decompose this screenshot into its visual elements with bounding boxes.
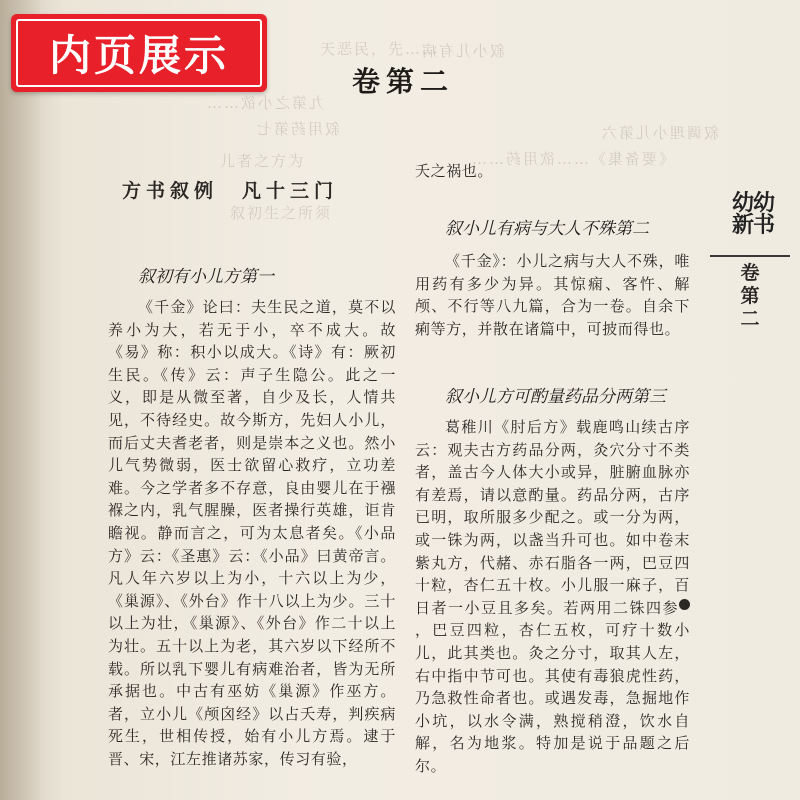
paragraph-3-part-b: ，巴豆四粒，杏仁五枚，可疗十数小儿，此其类也。灸之分寸，取其人左，右中指中节可也。其使有毒狼虎性药，乃急救性命者也。或遇发毒，急掘地作小坑，以水令满，熟搅稍澄，饮水自解，名为地浆。特加是说于品题之后尔。: [415, 621, 690, 775]
paragraph-1: 《千金》论曰：夫生民之道，莫不以养小为大，若无于小，卒不成大。故《易》称：积小以成大。《诗》有：厥初生民。《传》云：声子生隐公。此之一义，即是从微至著，自少及长，人情共见，不待经史。故今斯方，先妇人小儿，而后丈夫耆老者，则是崇本之义也。然小儿气势微弱，医士欲留心救疗，立功差难。今之学者多不存意，良由婴儿在于襁褓之内，乳气腥臊，医者操行英雄，讵肯瞻视。静而言之，可为太息者矣。《小品方》云：《圣惠》云：《小品》曰黄帝言。凡人年六岁以上为小，十六以上为少，《巢源》、《外台》作十八以上为少。三十以上为壮，《巢源》、《外台》作二十以上为壮。五十以上为老，其六岁以下经所不载。所以乳下婴儿有病难治者，皆为无所承据也。中古有巫妨《巢源》作巫方。者，立小儿《颅囟经》以占夭寿，判疾病死生，世相传授，始有小儿方焉。逮于晋、宋，江左推诸苏家，传习有验，: [108, 298, 396, 768]
bleed-line-3: 叙用药第七: [255, 120, 341, 138]
subhead-2: 叙小儿有病与大人不殊第二: [445, 219, 649, 239]
volume-title: 卷第二: [351, 65, 454, 98]
book-gutter: [0, 0, 40, 800]
bleed-line-7: 《要备集》……欲用药……: [470, 150, 675, 168]
promo-banner-label: 内页展示: [16, 19, 262, 87]
section-title: 方书叙例 凡十三门: [122, 180, 339, 202]
bleed-line-8: 九第之小欲……: [205, 94, 325, 112]
book-logo-bottom: 新书: [731, 212, 774, 238]
footnote-marker: 1: [679, 599, 690, 610]
paragraph-3-part-a: 葛稚川《肘后方》载鹿鸣山续古序云：观夫古方药品分两，灸穴分寸不类者，盖古今人体大小或异，脏腑血脉亦有差焉，请以意酌量。药品分两，古序已明，取所服多少配之。或一分为两，或一铢为两，以盏当升可也。如中卷末紫丸方，代赭、赤石脂各一两，巴豆四十粒，杏仁五十枚。小儿服一麻子，百日者一小豆且多矣。若两用二铢四参: [415, 418, 690, 617]
chapter-tab: [738, 262, 762, 331]
chapter-tab-char: 卷: [740, 262, 760, 284]
book-logo: [718, 192, 788, 236]
bleed-line-6: 叙调理小儿第六: [600, 124, 720, 142]
subhead-1: 叙初有小儿方第一: [138, 267, 274, 287]
promo-banner: [11, 14, 267, 92]
paragraph-3: [415, 416, 715, 778]
bleed-line-1: 天恶民，先……: [320, 40, 440, 58]
chapter-tab-char: 二: [740, 308, 760, 330]
side-divider: [710, 255, 790, 257]
bleed-line-5: 叙初生之所须: [230, 204, 333, 222]
book-logo-top: 幼幼: [731, 190, 774, 216]
subhead-3: 叙小儿方可酌量药品分两第三: [445, 387, 666, 407]
bleed-line-4: 儿者之方为: [220, 152, 306, 170]
bleed-line-2: 叙小儿有病: [420, 42, 506, 60]
lead-line: 夭之祸也。: [415, 162, 494, 180]
chapter-tab-char: 第: [740, 285, 760, 307]
paragraph-2: 《千金》：小儿之病与大人不殊，唯用药有多少为异。其惊痫、客忤、解颅、不行等八九篇，合为一卷。自余下痢等方，并散在诸篇中，可披而得也。: [415, 252, 690, 338]
